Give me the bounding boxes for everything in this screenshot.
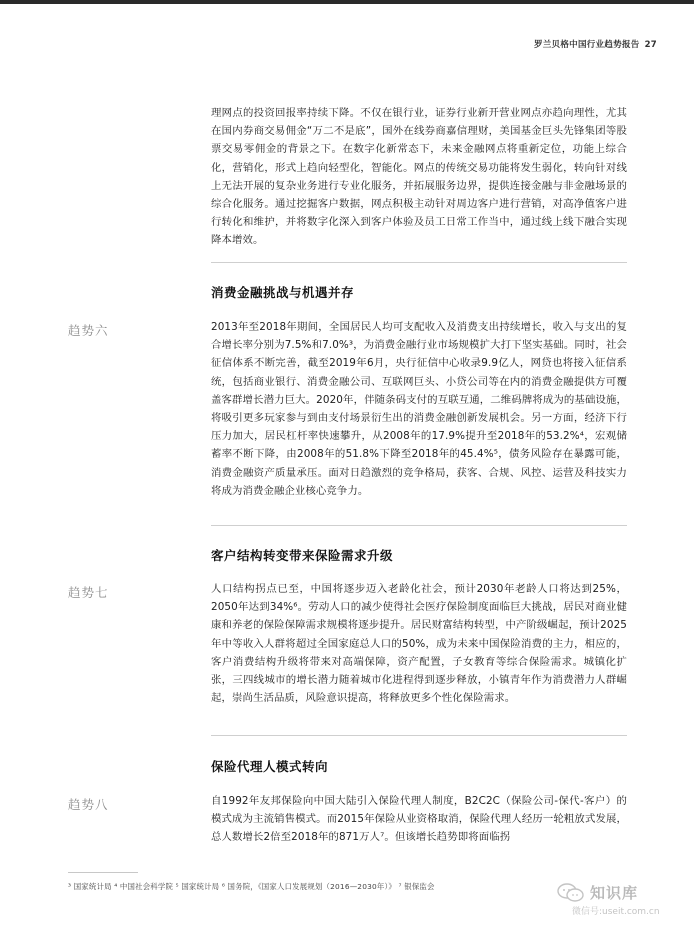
watermark-subtitle: 微信号:useit.com.cn xyxy=(572,907,660,917)
section-body-insurance-demand xyxy=(211,580,627,707)
watermark xyxy=(554,880,674,920)
divider xyxy=(211,525,627,526)
section-title-insurance-demand: 客户结构转变带来保险需求升级 xyxy=(211,548,394,563)
watermark-title: 知识库 xyxy=(590,884,639,902)
report-title: 罗兰贝格中国行业趋势报告 xyxy=(533,40,640,50)
top-bar xyxy=(0,0,694,4)
trend-label-6: 趋势六 xyxy=(68,323,109,338)
section-body-agent-model xyxy=(211,792,627,847)
page-number: 27 xyxy=(644,40,657,50)
divider xyxy=(211,735,627,736)
wechat-icon xyxy=(556,882,586,904)
trend-label-7: 趋势七 xyxy=(68,585,109,600)
intro-paragraph: 理网点的投资回报率持续下降。不仅在银行业，证券行业新开营业网点亦趋向理性，尤其在国内券商交易佣金“万二不是底”，国外在线券商嘉信理财，美国基金巨头先锋集团等股票交易零佣金的背景之下。在数字化新常态下，未来金融网点将重新定位，功能上综合化，营销化，形式上趋向轻型化，智能化。网点的传统交易功能将发生弱化，转向针对线上无法开展的复杂业务进行专业化服务，并拓展服务边界，提供连接金融与非金融场景的综合化服务。通过挖掘客户数据，网点积极主动针对周边客户进行营销，对高净值客户进行转化和维护，并将数字化深入到客户体验及员工日常工作当中，通过线上线下融合实现降本增效。 xyxy=(211,107,627,247)
section-body-consumer-finance xyxy=(211,318,627,500)
trend-label-8: 趋势八 xyxy=(68,797,109,812)
section-paragraph: 2013年至2018年期间，全国居民人均可支配收入及消费支出持续增长，收入与支出的复合增长率分别为7.5%和7.0%³，为消费金融行业市场规模扩大打下坚实基础。同时，社会征信体系不断完善，截至2019年6月，央行征信中心收录9.9亿人，网贷也将接入征信系统，包括商业银行、消费金融公司、互联网巨头、小贷公司等在内的消费金融提供方可覆盖客群增长潜力巨大。2020年，伴随条码支付的互联互通，二维码牌将成为的基础设施，将吸引更多玩家参与到由支付场景衍生出的消费金融创新发展机会。另一方面，经济下行压力加大，居民杠杆率快速攀升，从2008年的17.9%提升至2018年的53.2%⁴，宏观储蓄率不断下降，由2008年的51.8%下降至2018年的45.4%⁵，债务风险存在暴露可能，消费金融资产质量承压。面对日趋激烈的竞争格局，获客、合规、风控、运营及科技实力将成为消费金融企业核心竞争力。 xyxy=(211,321,627,497)
section-paragraph: 自1992年友邦保险向中国大陆引入保险代理人制度，B2C2C（保险公司-保代-客户）的模式成为主流销售模式。而2015年保险从业资格取消，保险代理人经历一轮粗放式发展，总人数增长2倍至2018年的871万人⁷。但该增长趋势即将面临拐 xyxy=(211,795,627,844)
divider xyxy=(211,262,627,263)
section-title-agent-model: 保险代理人模式转向 xyxy=(211,759,329,774)
section-paragraph: 人口结构拐点已至，中国将逐步迈入老龄化社会，预计2030年老龄人口将达到25%，2050年达到34%⁶。劳动人口的减少使得社会医疗保险制度面临巨大挑战，居民对商业健康和养老的保险保障需求规模将逐步提升。居民财富结构转型，中产阶级崛起，预计2025年中等收入人群将超过全国家庭总人口的50%，成为未来中国保险消费的主力，相应的，客户消费结构升级将带来对高端保障，资产配置，子女教育等综合保险需求。城镇化扩张，三四线城市的增长潜力随着城市化进程得到逐步释放，小镇青年作为消费潜力人群崛起，崇尚生活品质，风险意识提高，将释放更多个性化保险需求。 xyxy=(211,583,627,705)
section-title-consumer-finance: 消费金融挑战与机遇并存 xyxy=(211,285,355,300)
page-header xyxy=(534,38,657,50)
intro-block xyxy=(211,104,627,250)
footnote-rule xyxy=(68,872,138,873)
footnotes: ³ 国家统计局 ⁴ 中国社会科学院 ⁵ 国家统计局 ⁶ 国务院，《国家人口发展规划（2016—2030年）》 ⁷ 银保监会 xyxy=(68,882,435,891)
